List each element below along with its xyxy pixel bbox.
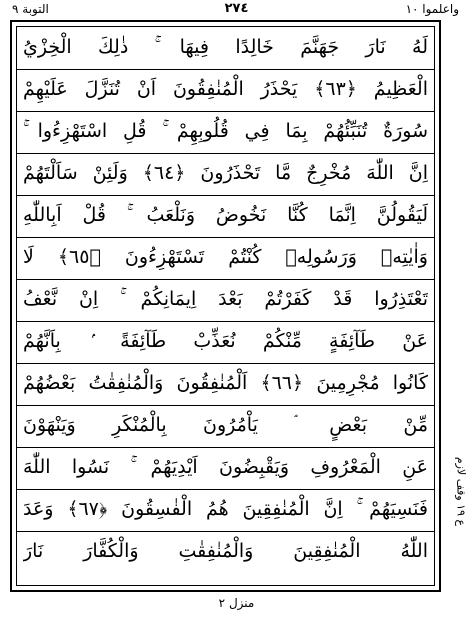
text-line-2: الْعَظِيمُ ﴿٦٣﴾ يَحْذَرُ الْمُنٰفِقُونَ اَنْ تُنَزَّلَ عَلَيْهِمْ xyxy=(23,78,428,100)
text-line-5: لَيَقُولُنَّ اِنَّمَا كُنَّا نَخُوضُ وَنَلْعَبُ ۚ قُلْ اَبِاللّٰهِ xyxy=(23,204,428,226)
page-number: ٢٧٤ xyxy=(224,1,249,16)
page-header xyxy=(0,0,473,20)
margin-note xyxy=(448,420,468,570)
text-line-11: عَنِ الْمَعْرُوفِ وَيَقْبِضُونَ اَيْدِيَهُمْ ۚ نَسُوا اللّٰهَ xyxy=(23,456,428,478)
text-line-9: كَانُوا مُجْرِمِينَ ﴿٦٦﴾ اَلْمُنٰفِقُونَ وَالْمُنٰفِقٰتُ بَعْضُهُمْ xyxy=(23,372,428,394)
text-line-6: وَاٰيٰتِهٖ وَرَسُولِهٖ كُنْتُمْ تَسْتَهْزِءُونَ ﴿٦٥﴾ لَا xyxy=(23,246,428,268)
surah-name: التوبة ٩ xyxy=(12,2,49,16)
text-line-7: تَعْتَذِرُوا قَدْ كَفَرْتُمْ بَعْدَ اِيمَانِكُمْ ۚ اِنْ نَّعْفُ xyxy=(23,288,428,310)
text-line-12: فَنَسِيَهُمْ ۚ اِنَّ الْمُنٰفِقِينَ هُمُ الْفٰسِقُونَ ﴿٦٧﴾ وَعَدَ xyxy=(23,498,428,520)
text-area xyxy=(16,26,435,586)
page-frame xyxy=(10,20,441,592)
text-line-4: اِنَّ اللّٰهَ مُخْرِجٌ مَّا تَحْذَرُونَ ﴿٦٤﴾ وَلَئِنْ سَاَلْتَهُمْ xyxy=(23,162,428,184)
page-footer: منزل ٢ xyxy=(218,596,255,610)
text-line-8: عَنْ طَآئِفَةٍ مِّنْكُمْ نُعَذِّبْ طَآئِفَةً ۢ بِاَنَّهُمْ xyxy=(23,330,428,352)
text-line-3: سُورَةٌ تُنَبِّئُهُمْ بِمَا فِي قُلُوبِهِمْ ۚ قُلِ اسْتَهْزِءُوا ۚ xyxy=(23,120,428,142)
text-line-10: مِّنْ بَعْضٍ ۘ يَاْمُرُونَ بِالْمُنْكَرِ وَيَنْهَوْنَ xyxy=(23,414,428,436)
margin-note-text: ع ١٩ وقف لازم xyxy=(454,456,468,527)
juz-name: واعلموا ١٠ xyxy=(405,2,459,16)
text-line-1: لَهُ نَارَ جَهَنَّمَ خَالِدًا فِيهَا ۚ ذٰلِكَ الْخِزْيُ xyxy=(23,36,428,58)
text-line-13: اللّٰهُ الْمُنٰفِقِينَ وَالْمُنٰفِقٰتِ وَالْكُفَّارَ نَارَ xyxy=(23,540,428,562)
